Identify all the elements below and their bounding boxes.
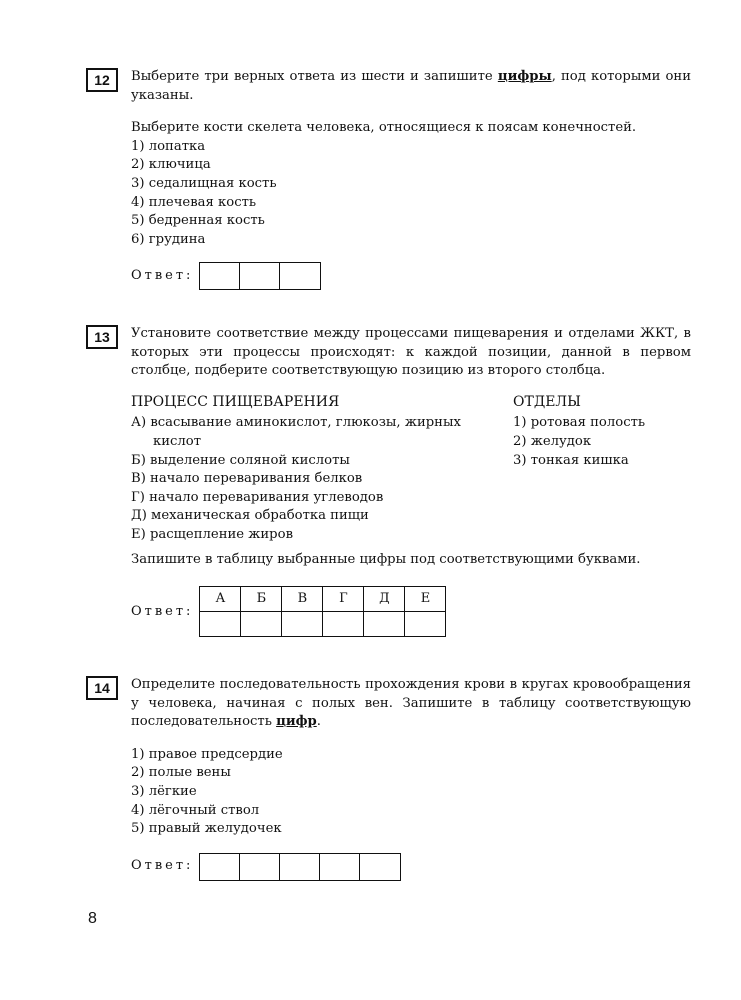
list-item: 3) седалищная кость — [131, 175, 277, 191]
letter-header: Е — [405, 587, 446, 612]
list-item: Г) начало переваривания углеводов — [131, 489, 384, 505]
task-number: 12 — [86, 68, 118, 92]
list-item: 1) правое предсердие — [131, 746, 283, 762]
answer-label: Ответ: — [131, 858, 194, 874]
answer-cell[interactable] — [280, 263, 320, 289]
list-item: 2) полые вены — [131, 765, 231, 781]
section-column — [513, 393, 693, 470]
answer-cell[interactable] — [240, 854, 280, 880]
task-instruction: Выберите три верных ответа из шести и запишите цифры, под которыми они указаны. — [131, 69, 691, 103]
list-item: 1) лопатка — [131, 138, 206, 154]
list-item: Е) расщепление жиров — [131, 526, 293, 542]
column-header: ОТДЕЛЫ — [513, 393, 581, 410]
list-item: 3) лёгкие — [131, 783, 197, 799]
letter-header: В — [282, 587, 323, 612]
answer-label: Ответ: — [131, 603, 194, 619]
answer-cell[interactable] — [241, 612, 282, 637]
process-column — [131, 393, 481, 545]
list-item: 1) ротовая полость — [513, 415, 646, 431]
list-item: 3) тонкая кишка — [513, 452, 629, 468]
task-instruction: Определите последовательность прохождения крови в кругах кровообращения у человека, начиная с полых вен. Запишите в таблицу соответствующую последовательность цифр. — [131, 677, 691, 730]
answer-cell[interactable] — [200, 854, 240, 880]
answer-cell[interactable] — [320, 854, 360, 880]
list-item: 5) бедренная кость — [131, 213, 265, 229]
list-item: 6) грудина — [131, 231, 206, 247]
answer-row — [131, 586, 691, 637]
task-number: 14 — [86, 676, 118, 700]
task-question: Выберите кости скелета человека, относящиеся к поясам конечностей. — [131, 120, 637, 136]
letter-header: Д — [364, 587, 405, 612]
list-item: В) начало переваривания белков — [131, 471, 363, 487]
answer-grid — [199, 262, 321, 290]
option-list — [131, 746, 691, 839]
task-instruction: Установите соответствие между процессами пищеварения и отделами ЖКТ, в которых эти процессы происходят: к каждой позиции, данной в первом столбце, подберите соответствующую позицию из второго столбца. — [131, 326, 691, 379]
list-item: 5) правый желудочек — [131, 821, 282, 837]
option-list — [131, 138, 691, 250]
answer-cell[interactable] — [280, 854, 320, 880]
page-number: 8 — [88, 910, 97, 927]
list-item: 2) ключица — [131, 157, 211, 173]
column-header: ПРОЦЕСС ПИЩЕВАРЕНИЯ — [131, 393, 340, 410]
answer-row — [131, 853, 691, 881]
answer-cell[interactable] — [323, 612, 364, 637]
answer-cell[interactable] — [360, 854, 400, 880]
list-item: 4) лёгочный ствол — [131, 802, 260, 818]
answer-grid — [199, 853, 401, 881]
list-item: 4) плечевая кость — [131, 194, 257, 210]
answer-row — [131, 262, 691, 290]
list-item: Д) механическая обработка пищи — [131, 508, 369, 524]
letter-header: Б — [241, 587, 282, 612]
list-item: Б) выделение соляной кислоты — [131, 452, 350, 468]
answer-label: Ответ: — [131, 268, 194, 284]
answer-cell[interactable] — [200, 263, 240, 289]
answer-table — [199, 586, 446, 637]
list-item: 2) желудок — [513, 433, 592, 449]
answer-cell[interactable] — [364, 612, 405, 637]
matching-columns — [131, 393, 691, 545]
list-item: А) всасывание аминокислот, глюкозы, жирных кислот — [131, 415, 461, 449]
table-instruction: Запишите в таблицу выбранные цифры под соответствующими буквами. — [131, 551, 641, 567]
answer-cell[interactable] — [282, 612, 323, 637]
task-number: 13 — [86, 325, 118, 349]
letter-header: Г — [323, 587, 364, 612]
answer-cell[interactable] — [240, 263, 280, 289]
letter-header: А — [200, 587, 241, 612]
answer-cell[interactable] — [405, 612, 446, 637]
answer-cell[interactable] — [200, 612, 241, 637]
